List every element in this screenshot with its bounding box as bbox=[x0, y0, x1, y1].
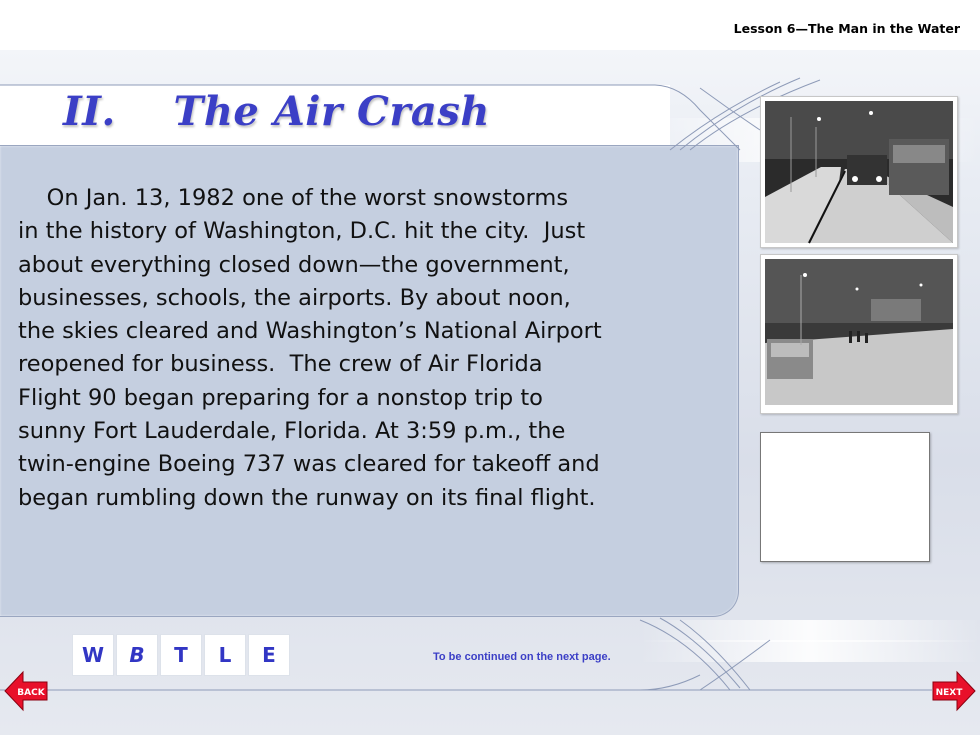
lesson-title: Lesson 6—The Man in the Water bbox=[733, 21, 960, 36]
body-line: businesses, schools, the airports. By about noon, bbox=[18, 284, 571, 311]
next-label: NEXT bbox=[935, 688, 963, 698]
back-label: BACK bbox=[17, 688, 45, 698]
image-placeholder bbox=[760, 432, 930, 562]
w-button[interactable]: W bbox=[72, 634, 114, 676]
body-line: the skies cleared and Washington’s National Airport bbox=[18, 318, 602, 345]
t-button[interactable]: T bbox=[160, 634, 202, 676]
next-arrow-icon bbox=[931, 668, 977, 714]
body-line: about everything closed down—the government, bbox=[18, 251, 570, 278]
e-button[interactable]: E bbox=[248, 634, 290, 676]
decorative-band bbox=[640, 640, 980, 662]
continued-note: To be continued on the next page. bbox=[433, 651, 611, 663]
header-bar bbox=[0, 0, 980, 50]
b-button[interactable]: B bbox=[116, 634, 158, 676]
next-button[interactable] bbox=[931, 668, 977, 714]
decorative-band bbox=[640, 620, 980, 642]
slide-title: II. The Air Crash bbox=[63, 88, 490, 135]
body-line: sunny Fort Lauderdale, Florida. At 3:59 p.m., the bbox=[18, 418, 566, 445]
nav-button-group bbox=[72, 634, 292, 678]
snowy-parking-lot-photo bbox=[760, 254, 958, 414]
snowstorm-highway-photo bbox=[760, 96, 958, 248]
body-line: On Jan. 13, 1982 one of the worst snowstorms bbox=[18, 185, 569, 211]
body-line: twin-engine Boeing 737 was cleared for takeoff and bbox=[18, 451, 600, 478]
back-arrow-icon bbox=[3, 668, 49, 714]
body-line: began rumbling down the runway on its final flight. bbox=[18, 484, 596, 511]
l-button[interactable]: L bbox=[204, 634, 246, 676]
body-line: Flight 90 began preparing for a nonstop trip to bbox=[18, 384, 543, 411]
body-line: reopened for business. The crew of Air Florida bbox=[18, 351, 543, 378]
body-text bbox=[18, 182, 738, 515]
back-button[interactable] bbox=[3, 668, 49, 714]
body-line: in the history of Washington, D.C. hit the city. Just bbox=[18, 218, 586, 245]
